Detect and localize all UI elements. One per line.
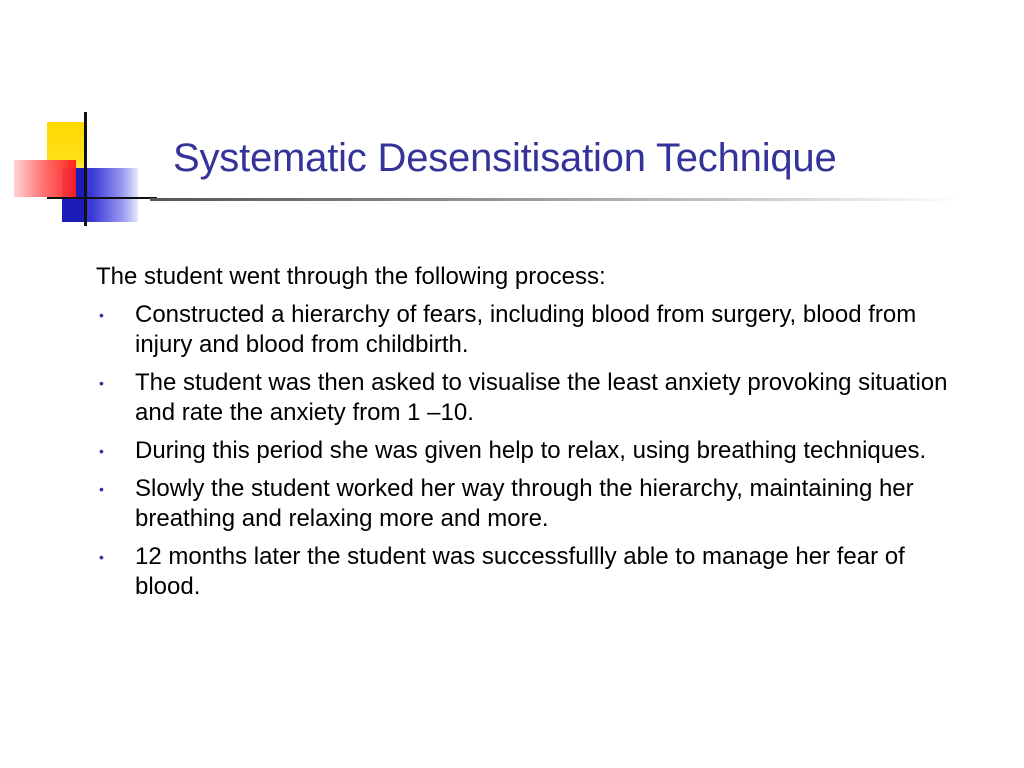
bullet-list bbox=[96, 300, 956, 602]
bullet-icon: • bbox=[99, 307, 104, 323]
bullet-icon: • bbox=[99, 481, 104, 497]
bullet-text: The student was then asked to visualise the least anxiety provoking situation and rate the anxiety from 1 –10. bbox=[135, 369, 948, 426]
bullet-icon: • bbox=[99, 375, 104, 391]
bullet-item bbox=[96, 542, 956, 602]
bullet-icon: • bbox=[99, 443, 104, 459]
bullet-icon: • bbox=[99, 549, 104, 565]
intro-text: The student went through the following process: bbox=[96, 263, 606, 290]
bullet-item bbox=[96, 368, 956, 428]
logo-vertical-line bbox=[84, 112, 87, 226]
logo-horizontal-line bbox=[47, 197, 157, 199]
logo-red-square bbox=[14, 160, 76, 197]
bullet-text: During this period she was given help to relax, using breathing techniques. bbox=[135, 437, 927, 464]
slide-title: Systematic Desensitisation Technique bbox=[173, 136, 837, 180]
bullet-item bbox=[96, 300, 956, 360]
bullet-item bbox=[96, 474, 956, 534]
bullet-text: Slowly the student worked her way through the hierarchy, maintaining her breathing and relaxing more and more. bbox=[135, 475, 914, 532]
bullet-item bbox=[96, 436, 956, 466]
slide-body bbox=[96, 262, 956, 610]
title-underline-rule bbox=[150, 198, 960, 201]
bullet-text: Constructed a hierarchy of fears, including blood from surgery, blood from injury and blood from childbirth. bbox=[135, 301, 917, 358]
bullet-text: 12 months later the student was successfullly able to manage her fear of blood. bbox=[135, 543, 905, 600]
